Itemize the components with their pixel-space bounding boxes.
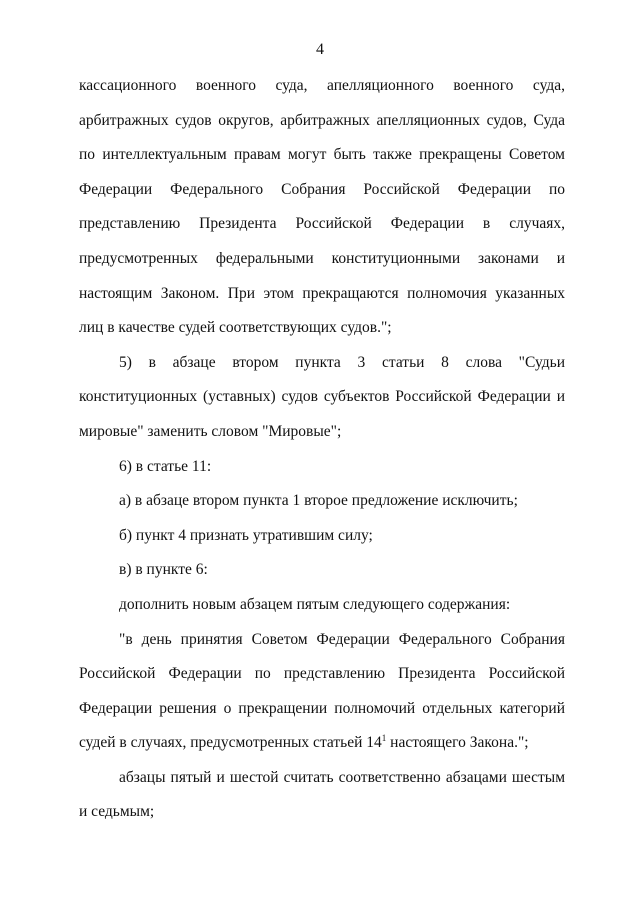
paragraph-item-5: 5) в абзаце втором пункта 3 статьи 8 слова "Судьи конституционных (уставных) судов субъектов Российской Федерации и мировые" заменить словом "Мировые"; (79, 353, 565, 440)
paragraph-subitem-v: в) в пункте 6: (119, 561, 208, 579)
quoted-text-end: настоящего Закона."; (386, 734, 529, 752)
paragraph-item-6: 6) в статье 11: (119, 457, 212, 475)
paragraph-quoted-addition (79, 623, 565, 761)
paragraph-subitem-a: а) в абзаце втором пункта 1 второе предложение исключить; (119, 492, 518, 510)
page-number: 4 (316, 41, 324, 58)
document-body (79, 69, 565, 830)
paragraph-subitem-b: б) пункт 4 признать утратившим силу; (119, 526, 373, 544)
paragraph-renumbering: абзацы пятый и шестой считать соответственно абзацами шестым и седьмым; (79, 768, 565, 821)
superscript-article-index: 1 (381, 733, 387, 744)
paragraph-addition-intro: дополнить новым абзацем пятым следующего содержания: (119, 595, 511, 613)
quoted-text-main: "в день принятия Советом Федерации Федерального Собрания Российской Федерации по представлению Президента Российской Федерации решения о прекращении полномочий отдельных категорий судей в случаях, предусмотренных статьей 14 (79, 630, 565, 752)
paragraph-continuation: кассационного военного суда, апелляционного военного суда, арбитражных судов округов, арбитражных апелляционных судов, Суда по интеллектуальным правам могут быть также прекращены Советом Федерации Федерального Собрания Российской Федерации по представлению Президента Российской Федерации в случаях, предусмотренных федеральными конституционными законами и настоящим Законом. При этом прекращаются полномочия указанных лиц в качестве судей соответствующих судов."; (79, 77, 565, 337)
